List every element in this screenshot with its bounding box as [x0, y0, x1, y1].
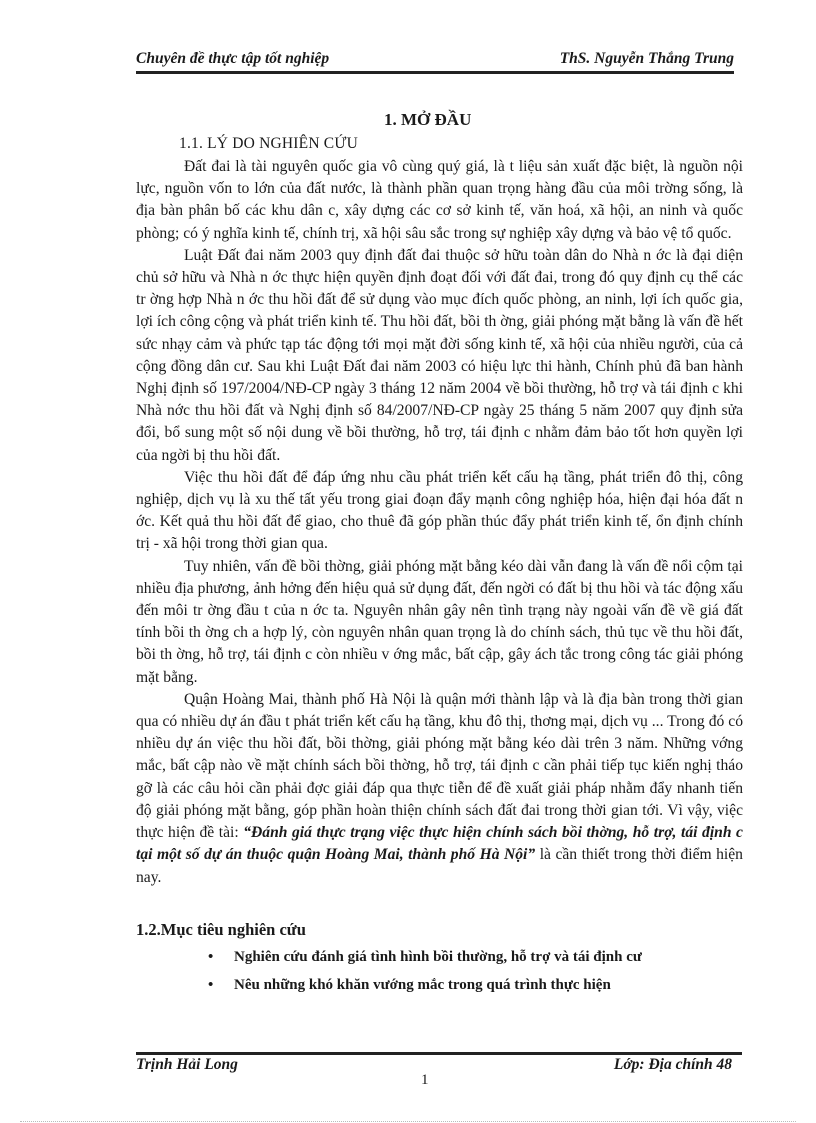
paragraph: Việc thu hồi đất để đáp ứng nhu cầu phát triển kết cấu hạ tầng, phát triển đô thị, công nghiệp, dịch vụ là xu thế tất yếu trong giai đoạn đẩy mạnh công nghiệp hóa, hiện đại hóa đất n ớc. Kết quả thu hồi đất để giao, cho thuê đã góp phần thúc đẩy phát triển kinh tế, ổn định chính trị - xã hội trong thời gian qua. [136, 468, 743, 553]
paragraph: Tuy nhiên, vấn đề bồi thờng, giải phóng mặt bằng kéo dài vẫn đang là vấn đề nổi cộm tại nhiều địa phương, ảnh hởng đến hiệu quả sử dụng đất, đến ngời có đất bị thu hồi và tác động xấu đến môi tr ờng đầu t của n ớc ta. Nguyên nhân gây nên tình trạng này ngoài vấn đề về giá đất tính bồi th ờng ch a hợp lý, còn nguyên nhân quan trọng là do chính sách, thủ tục về thu hồi đất, bồi th ờng, hỗ trợ, tái định c còn nhiều v ớng mắc, bất cập, gây ách tắc trong công tác giải phóng mặt bằng. [136, 557, 743, 686]
footer-class: Lớp: Địa chính 48 [613, 1056, 732, 1073]
section-heading-1-2: 1.2.Mục tiêu nghiên cứu [136, 920, 306, 939]
page-number: 1 [421, 1072, 429, 1088]
header-rule [136, 71, 734, 74]
list-item: • Nghiên cứu đánh giá tình hình bồi thường, hỗ trợ và tái định cư [208, 946, 768, 974]
footer-author: Trịnh Hải Long [136, 1056, 238, 1073]
paragraph-text: Quận Hoàng Mai, thành phố Hà Nội là quận mới thành lập và là địa bàn trong thời gian qua có nhiều dự án đầu t phát triển kết cấu hạ tầng, khu đô thị, thơng mại, dịch vụ ... Trong đó có nhiều dự án việc thu hồi đất, bồi thờng, giải phóng mặt bằng kéo dài trên 3 năm. Những vớng mắc, bất cập nào về mặt chính sách bồi thờng, hỗ trợ, tái định c cần phải tiếp tục kiến nghị tháo gỡ là các câu hỏi cần phải đợc giải đáp qua thực tiễn để đề xuất giải pháp nhằm đẩy nhanh tiến độ giải phóng mặt bằng, góp phần hoàn thiện chính sách đất đai trong thời gian tới. Vì vậy, việc thực hiện đề tài: [136, 690, 743, 842]
paragraph: Luật Đất đai năm 2003 quy định đất đai thuộc sở hữu toàn dân do Nhà n ớc là đại diện chủ sở hữu và Nhà n ớc thực hiện quyền định đoạt đối với đất đai, trong đó quy định cụ thể các tr ờng hợp Nhà n ớc thu hồi đất để sử dụng vào mục đích quốc phòng, an ninh, lợi ích quốc gia, lợi ích công cộng và phát triển kinh tế. Thu hồi đất, bồi th ờng, giải phóng mặt bằng là vấn đề hết sức nhạy cảm và phức tạp tác động tới mọi mặt đời sống kinh tế, xã hội của nhiều người, của cả cộng đồng dân cư. Sau khi Luật Đất đai năm 2003 có hiệu lực thi hành, Chính phủ đã ban hành Nghị định số 197/2004/NĐ-CP ngày 3 tháng 12 năm 2004 về bồi thường, hỗ trợ và tái định c khi Nhà nớc thu hồi đất và Nghị định số 84/2007/NĐ-CP ngày 25 tháng 5 năm 2007 quy định sửa đổi, bổ sung một số nội dung về bồi thường, hỗ trợ, tái định c nhằm đảm bảo tốt hơn quyền lợi của ngời bị thu hồi đất. [136, 246, 743, 464]
header-left: Chuyên đề thực tập tốt nghiệp [136, 50, 330, 67]
page-break-line [20, 1121, 796, 1122]
body-text [136, 156, 743, 889]
page-footer [136, 1056, 732, 1078]
page-header [136, 48, 734, 72]
list-item: • Nêu những khó khăn vướng mắc trong quá trình thực hiện [208, 974, 768, 1002]
objectives-list [208, 946, 768, 1002]
paragraph-with-topic [136, 689, 743, 889]
thesis-topic-quote: “Đánh giá thực trạng việc thực hiện chính sách bồi thờng, hỗ trợ, tái định c tại một số dự án thuộc quận Hoàng Mai, thành phố Hà Nội” [136, 824, 743, 864]
chapter-title: 1. MỞ ĐẦU [384, 110, 472, 129]
footer-rule [136, 1052, 742, 1055]
paragraph-text: là cần thiết trong thời điểm hiện nay. [136, 846, 743, 886]
header-right: ThS. Nguyễn Thắng Trung [559, 50, 734, 67]
paragraph: Đất đai là tài nguyên quốc gia vô cùng quý giá, là t liệu sản xuất đặc biệt, là nguồn nội lực, nguồn vốn to lớn của đất nước, là thành phần quan trọng hàng đầu của môi trờng sống, là địa bàn phân bố các khu dân c, xây dựng các cơ sở kinh tế, văn hoá, xã hội, an ninh và quốc phòng; có ý nghĩa kinh tế, chính trị, xã hội sâu sắc trong sự nghiệp xây dựng và bảo vệ tổ quốc. [136, 158, 743, 242]
section-heading-1-1: 1.1. LÝ DO NGHIÊN CỨU [179, 135, 358, 152]
